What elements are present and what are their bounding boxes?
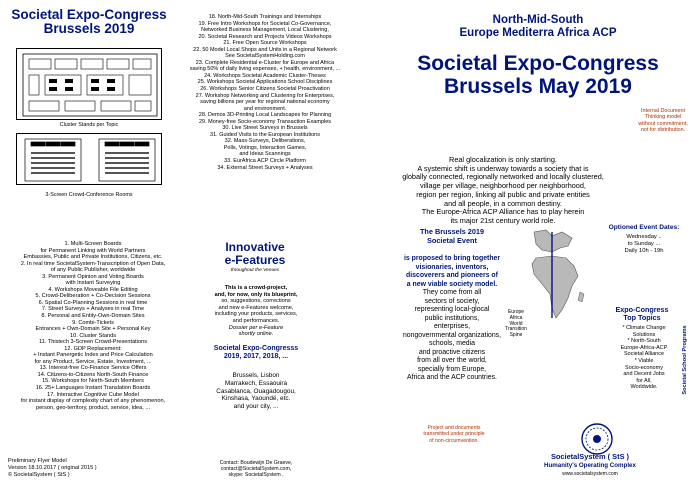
intro-line: globally connected, regionally networked and locally clustered, [402,172,604,182]
event-line: representing local-glocal [414,306,490,313]
feature-line: 30. Live Street Surveys in Brussels [222,125,308,132]
feature-line: and environment. [243,105,287,112]
project-documents-note [402,425,506,444]
feature-line: saving 50% of daily living expenses, + health, environment, ... [189,66,341,73]
prelim-line3: © SocietalSystem ( StS ) [8,471,70,478]
event-bold-line: discoverers and pioneers of [406,272,498,279]
top-topics-heading [588,306,696,323]
contact-info [198,460,314,479]
features-list-left [0,241,186,411]
map-label-line: Spine [509,332,523,339]
feature-line: Polls, Votings, Interaction Games, [223,144,307,151]
crowd-line: and new e-Features welcome, [218,304,294,311]
event-bold-line: visionaries, inventors, [415,263,489,271]
topics-head-line1: Expo-Congress [615,305,669,314]
contact-line1: Contact: Boudewijn De Graeve, [219,460,293,466]
internal-line: without commitment, [638,120,688,127]
feature-line: 23. Complete Residential e-Cluster for Europe and Africa [195,59,335,66]
intro-line: and all people, in a common destiny. [444,198,562,208]
event-line: They come from all [422,289,482,296]
region-line2: Europe Mediterra Africa ACP [459,27,617,39]
event-dates-body [588,234,700,255]
feature-line: 18. North-Mid-South Trainings and Internships [208,14,322,20]
internal-line: Thinking model [644,114,682,121]
main-title [380,52,696,98]
feature-line: 9. Combi-Tickets [72,319,114,326]
feature-line: 24. Workshops Societal Academic Cluster-Theses [204,72,326,79]
left-title-line2: Brussels 2019 [43,21,135,36]
intro-line: region per region, linking all public and private entities [416,189,590,199]
societalsystem-url[interactable]: www.societalsystem.com [562,471,618,477]
feature-line: 14. Citizens-to-Citizens North-South Finance [37,371,149,378]
city-line: Casablanca, Ouagadougou, [216,387,296,395]
city-line: Brussels, Lisbon [232,372,280,379]
topics-head-line2: Top Topics [623,313,661,323]
feature-line: See SocietalSystemHolding.com [225,53,305,60]
event-head-line2: Societal Event [427,235,477,245]
contact-skype: skype: SocietalSystem . [228,472,284,479]
map-label-line: Africa [509,314,523,321]
intro-line: A systemic shift is underway towards a society that is [417,163,589,173]
left-title [4,8,174,36]
expo-line2: 2019, 2017, 2018, ... [223,353,289,360]
event-line: nongovernmental organizations, [402,331,502,339]
feature-line: 5. Crowd-Deliberation + Co-Decision Sessions [35,293,151,300]
crowd-line: so, suggestions, corrections [221,298,291,305]
feature-line: 15. Workshops for North-South Members [42,378,144,385]
region-line1: North-Mid-South [492,14,584,26]
event-line: Africa and the ACP countries. [407,374,497,381]
conference-rooms-svg [17,134,162,185]
crowd-project-text [198,285,314,338]
topic-line: * North-South [627,338,661,345]
dates-line: Daily 10h - 19h [624,247,664,254]
topic-line: * Viable [634,357,654,364]
innovative-subtitle: throughout the Venues [230,268,280,273]
event-line: specially from Europe, [417,365,487,373]
topic-line: Worldwide. [630,384,658,391]
crowd-line: and performances. [232,317,280,324]
event-dates-heading: Optioned Event Dates: [608,224,680,231]
intro-paragraph [378,156,628,226]
innov-line2: e-Features [224,253,286,267]
event-line: sectors of society, [424,297,480,305]
feature-line: 8. Personal and Entity-Own-Domain Sites [41,313,145,320]
intro-line: village per village, neighborhood per neighborhood, [420,181,586,191]
preliminary-note [8,458,97,478]
map-label-line: Europe [507,309,525,315]
prelim-line2: Version 18.10.2017 ( original 2015 ) [8,464,97,471]
crowd-line: This is a crowd-project, [224,285,288,291]
proj-line: of non-circumvention. [429,437,479,444]
region-heading [380,14,696,40]
feature-line: 27. Workshop Networking and Clustering for Enterprises, [195,92,335,99]
societalsystem-name: SocietalSystem ( StS ) [550,452,630,461]
topic-line: Societal Alliance [623,351,665,358]
city-line: Marrakech, Essaouira [224,379,288,387]
cities-list [198,372,314,411]
feature-line: 17. Interactive Cognitive Cube Model [47,391,139,398]
feature-line: 19. Free Intro Workshops for Societal Co-Governance, [198,20,332,27]
feature-line: for instant display of complexity chart of any phenomenon, [20,398,166,405]
feature-line: 16. 25+ Languages Instant Translation Boards [35,385,151,392]
feature-line: 6. Spatial Co-Planning Sessions in real time [38,299,148,306]
crowd-line: shortly online. [238,331,274,338]
topic-line: Socio-economy [625,364,663,371]
feature-line: for Permanent Linking with World Partners [40,247,146,254]
feature-line: 34. External Street Surveys + Analyses [217,164,313,171]
intro-line: its major 21st century world role. [450,215,556,225]
feature-line: 33. EurAfrica ACP Circle Platform [224,158,306,165]
top-topics-list [596,325,692,391]
feature-line: and Ideas Scannings [239,151,291,158]
event-line: enterprises, [433,323,470,330]
event-head-line1: The Brussels 2019 [419,227,485,236]
proj-line: transmitted under principle [423,431,485,438]
main-title-line1: Societal Expo-Congress [417,52,659,75]
feature-line: 32. Mass-Surveys, Deliberations, [224,138,306,145]
feature-line: 29. Money-free Socio-economy Transaction Examples [198,118,332,125]
internal-line: not for distribution. [640,127,686,134]
societalsystem-logo-icon [580,422,614,456]
topic-line: * Climate Change [622,325,666,331]
feature-line: 21. Free Open Source Workshops [223,40,307,47]
topic-line: and Decent Jobs [623,371,665,378]
feature-line: 10. Cluster Stands [69,332,117,339]
feature-line: 13. Interest-free Co-Finance Service Offers [39,365,147,372]
societalsystem-tagline: Humanity's Operating Complex [544,462,636,469]
feature-line: 3. Permanent Opinion and Voting Boards [42,273,144,280]
crowd-line: including your products, services, [214,311,298,318]
feature-line: with Instant Surveying [65,280,121,287]
cluster-stands-caption: Cluster Stands per Topic [59,122,119,128]
feature-line: + Instant Panergetic Index and Price Calculation [33,352,153,359]
cluster-stands-svg [17,49,162,120]
feature-line: 25. Workshops Societal Applications School Disciplines [197,79,333,86]
intro-line: Real glocalization is only starting. [449,155,557,164]
feature-line: Entrances + Own-Domain Site + Personal Key [35,326,151,333]
event-line: schools, media [429,340,475,347]
feature-line: for any Product, Service, Estate, Investment, ... [34,358,152,365]
conference-rooms-diagram [16,133,162,185]
feature-line: 7. Street Surveys + Analyses in real Time [41,306,145,313]
feature-line: saving billions per year for regional national economy [200,99,330,106]
event-bold-line: a new viable society model. [406,280,498,288]
city-line: Kinshasa, Yaoundé, etc. [221,395,291,403]
event-line: from all over the world, [417,357,487,364]
prelim-line1: Preliminary Flyer Model [8,458,67,464]
feature-line: Networked Business Management, Local Clustering, [201,27,329,34]
city-line: and your city, ... [233,403,279,411]
feature-line: 20. Societal Research and Projects Videos Workshops [198,33,332,40]
feature-line: 26. Workshops Senior Citizens Societal Proactivation [200,86,330,93]
internal-line: Internal Document [640,108,686,114]
cluster-stands-diagram [16,48,162,120]
feature-line: 28. Demos 3D-Printing Local Landscapes for Planning [198,112,332,119]
proj-line: Project and documents [427,425,481,431]
crowd-line: and, for now, only its blueprint, [214,291,298,298]
event-line: public institutions, [424,314,480,322]
event-line: and proactive citizens [418,348,486,356]
feature-line: 22. 50 Model Local Shops and Units in a Regional Network [193,46,337,53]
features-list-middle [170,14,360,171]
intro-line: The Europe-Africa ACP Alliance has to play herein [421,207,585,217]
school-programs-vertical: Societal School Programs [682,325,688,395]
feature-line: 11. Thistech 3-Screen Crowd-Presentations [39,339,147,346]
expo-years-heading [198,345,314,361]
feature-line: Embassies, Public and Private Institutions, Citizens, etc. [23,254,163,261]
dates-line: to Sunday ... [627,240,661,247]
feature-line: of any Public Publisher, worldwide [50,267,136,274]
topic-line: Solutions [632,331,656,338]
feature-line: 31. Guided Visits to the European Institutions [210,131,320,138]
event-heading [382,228,522,245]
dates-line: Wednesday .. [626,234,662,240]
feature-line: person, geo-territory, product, service, idea, ... [36,404,150,411]
map-label [496,310,536,339]
topic-line: for All, [636,377,652,384]
map-label-line: Transition [505,326,527,333]
innovative-heading [200,241,310,267]
left-title-line1: Societal Expo-Congress [11,7,167,22]
internal-document-note [628,108,698,134]
feature-line: 2. In real time SocietalSystem-Transcription of Open Data, [20,260,166,267]
feature-line: 1. Multi-Screen Boards [64,241,122,247]
conference-rooms-caption: 3-Screen Crowd-Conference Rooms [45,192,133,198]
event-bold-line: is proposed to bring together [403,255,501,262]
map-label-line: World [509,320,523,327]
feature-line: 4. Workshops Moveable File Editing [48,286,138,293]
expo-line1: Societal Expo-Congresss [213,345,299,352]
contact-email[interactable]: contact@SocietalSystem.com, [220,466,292,473]
topic-line: Europe-Africa-ACP [620,344,668,351]
innov-line1: Innovative [225,240,285,254]
feature-line: 12. GDP Replacement: [64,345,122,352]
main-title-line2: Brussels May 2019 [444,75,632,98]
crowd-line: Dossier per e-Feature [228,324,284,331]
